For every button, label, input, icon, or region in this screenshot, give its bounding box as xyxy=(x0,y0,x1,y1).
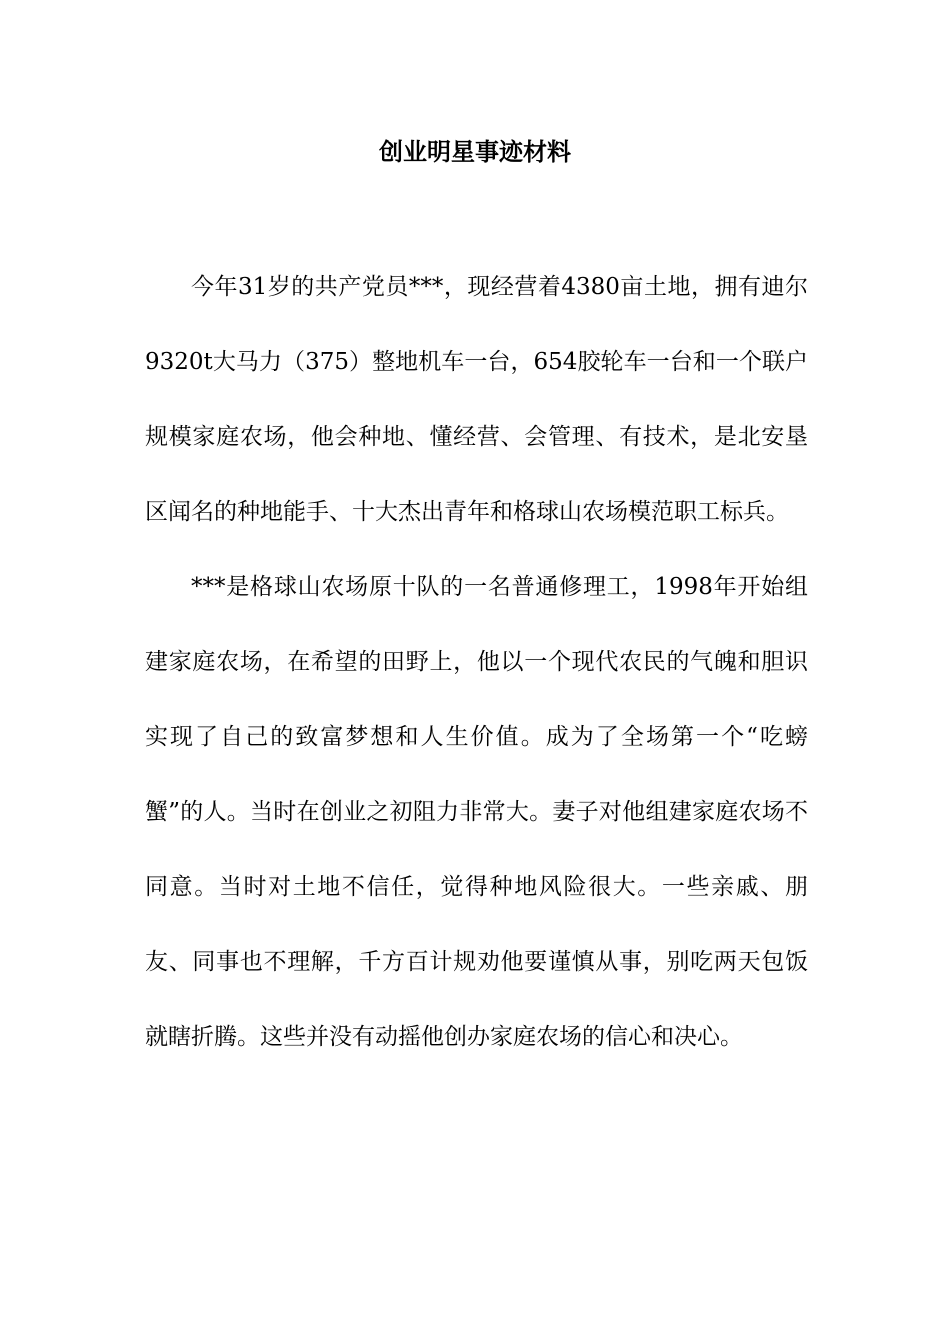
document-body xyxy=(145,250,808,1075)
document-title: 创业明星事迹材料 xyxy=(379,137,571,166)
paragraph-2: ***是格球山农场原十队的一名普通修理工，1998年开始组建家庭农场，在希望的田野上，他以一个现代农民的气魄和胆识实现了自己的致富梦想和人生价值。成为了全场第一个“吃螃蟹”的人。当时在创业之初阻力非常大。妻子对他组建家庭农场不同意。当时对土地不信任，觉得种地风险很大。一些亲戚、朋友、同事也不理解，千方百计规劝他要谨慎从事，别吃两天包饭就瞎折腾。这些并没有动摇他创办家庭农场的信心和决心。 xyxy=(145,574,808,1050)
paragraph-1: 今年31岁的共产党员***，现经营着4380亩土地，拥有迪尔9320t大马力（375）整地机车一台，654胶轮车一台和一个联户规模家庭农场，他会种地、懂经营、会管理、有技术，是北安垦区闻名的种地能手、十大杰出青年和格球山农场模范职工标兵。 xyxy=(145,274,808,525)
